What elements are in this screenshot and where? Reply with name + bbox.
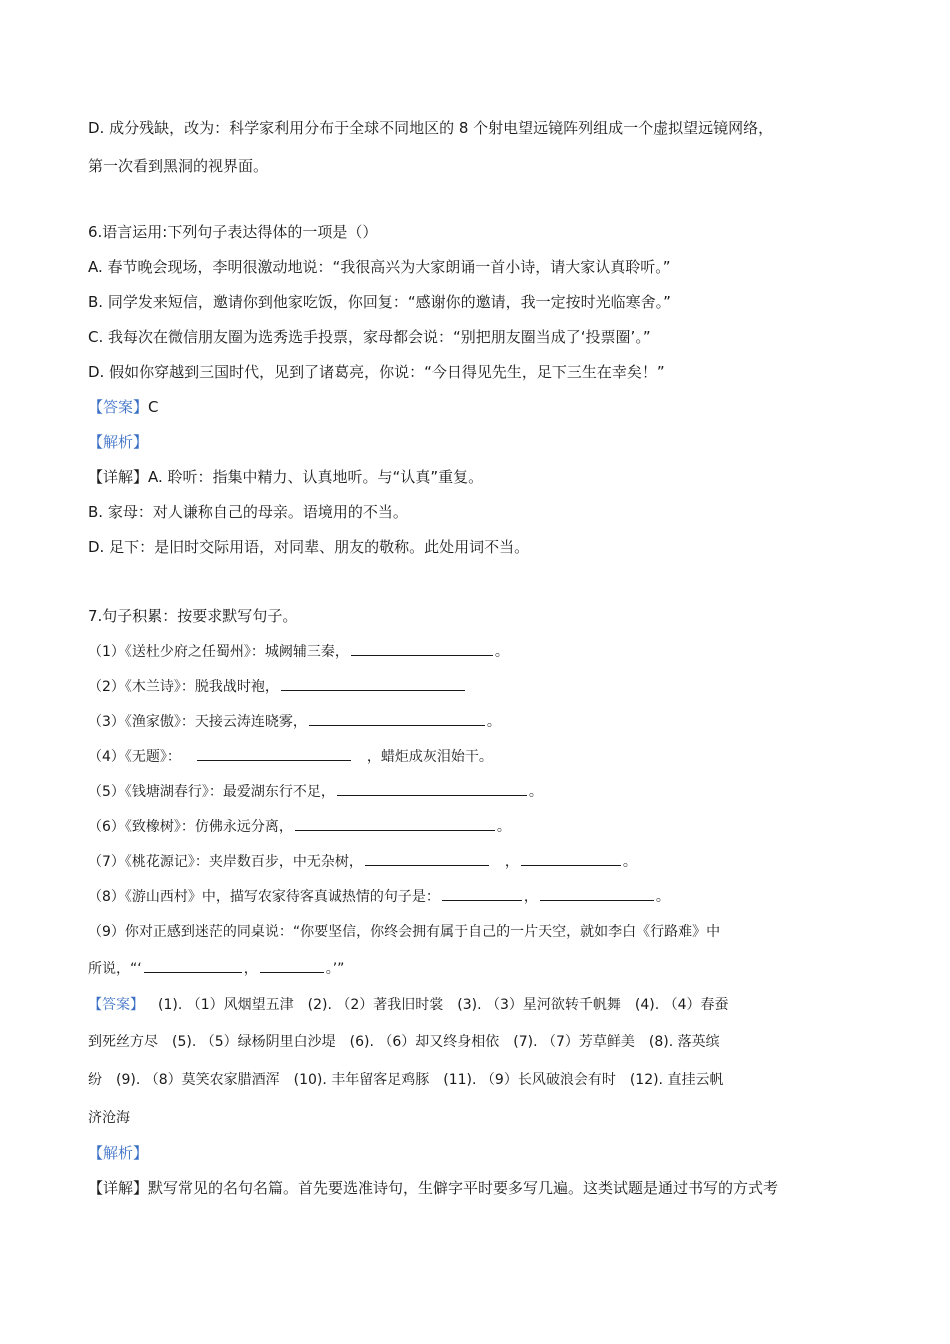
q7-item-9-line2 <box>88 958 878 980</box>
detail-tag: 【详解】 <box>88 468 149 486</box>
q7-detail-text: 默写常见的名句名篇。首先要选准诗句，生僻字平时要多写几遍。这类试题是通过书写的方式考 <box>148 1179 779 1197</box>
q6-detail-text: A. 聆听：指集中精力、认真地听。与“认真”重复。 <box>148 468 484 486</box>
q7-item-9-line1: （9）你对正感到迷茫的同桌说：“你要坚信，你终会拥有属于自己的一片天空，就如李白《行路难》中 <box>88 924 721 940</box>
answer-blank <box>442 886 522 901</box>
answer-blank <box>337 781 527 796</box>
q7-item-6-end: 。 <box>496 819 511 835</box>
q7-answer-line2: 到死丝方尽 (5). （5）绿杨阴里白沙堤 (6). （6）却又终身相依 (7). （7）芳草鲜美 (8). 落英缤 <box>88 1034 720 1050</box>
q7-item-2 <box>88 676 878 698</box>
q7-stem: 7.句子积累：按要求默写句子。 <box>88 607 298 625</box>
q7-item-3-text: （3）《渔家傲》：天接云涛连晓雾， <box>88 714 307 730</box>
q7-answer-line3: 纷 (9). （8）莫笑农家腊酒浑 (10). 丰年留客足鸡豚 (11). （9）长风破浪会有时 (12). 直挂云帆 <box>88 1072 724 1088</box>
q5-option-d-line2: 第一次看到黑洞的视界面。 <box>88 157 269 175</box>
q6-answer-value: C <box>148 398 159 416</box>
q7-item-8-text: （8）《游山西村》中，描写农家待客真诚热情的句子是： <box>88 889 440 905</box>
q7-answer-line4: 济沧海 <box>88 1110 130 1126</box>
q6-option-b: B. 同学发来短信，邀请你到他家吃饭，你回复：“感谢你的邀请，我一定按时光临寒舍。” <box>88 293 671 311</box>
answer-blank <box>260 958 324 973</box>
q7-item-8 <box>88 886 878 908</box>
answer-blank <box>295 816 495 831</box>
q7-item-5-text: （5）《钱塘湖春行》：最爱湖东行不足， <box>88 784 335 800</box>
q7-item-9-end: 。’” <box>325 961 345 977</box>
q7-item-7-text: （7）《桃花源记》：夹岸数百步，中无杂树， <box>88 854 363 870</box>
q7-item-1-text: （1）《送杜少府之任蜀州》：城阙辅三秦， <box>88 644 349 660</box>
detail-tag: 【详解】 <box>88 1179 149 1197</box>
q7-detail <box>88 1177 878 1199</box>
q6-detail-d: D. 足下：是旧时交际用语，对同辈、朋友的敬称。此处用词不当。 <box>88 538 530 556</box>
q7-answer-line1 <box>88 994 878 1016</box>
analysis-tag: 【解析】 <box>88 1144 149 1162</box>
q6-detail-b: B. 家母：对人谦称自己的母亲。语境用的不当。 <box>88 503 408 521</box>
answer-blank <box>309 711 485 726</box>
answer-tag: 【答案】 <box>88 997 144 1013</box>
q7-item-5 <box>88 781 878 803</box>
q7-item-8-end: 。 <box>655 889 670 905</box>
answer-blank <box>197 746 351 761</box>
answer-blank <box>281 676 465 691</box>
q7-item-7 <box>88 851 878 873</box>
q7-item-2-text: （2）《木兰诗》：脱我战时袍， <box>88 679 279 695</box>
q6-option-d: D. 假如你穿越到三国时代，见到了诸葛亮，你说：“今日得见先生，足下三生在幸矣！” <box>88 363 665 381</box>
q7-analysis <box>88 1142 878 1164</box>
q5-option-d-line1: D. 成分残缺，改为：科学家利用分布于全球不同地区的 8 个射电望远镜阵列组成一个虚拟望远镜网络， <box>88 119 774 137</box>
q6-analysis <box>88 431 878 453</box>
answer-tag: 【答案】 <box>88 398 149 416</box>
answer-blank <box>365 851 489 866</box>
answer-blank <box>521 851 621 866</box>
q7-item-6-text: （6）《致橡树》：仿佛永远分离， <box>88 819 293 835</box>
q7-item-1 <box>88 641 878 663</box>
q7-item-7-end: 。 <box>622 854 637 870</box>
q6-option-c: C. 我每次在微信朋友圈为选秀选手投票，家母都会说：“别把朋友圈当成了‘投票圈’。” <box>88 328 651 346</box>
answer-blank <box>351 641 493 656</box>
q6-option-a: A. 春节晚会现场，李明很激动地说：“我很高兴为大家朗诵一首小诗，请大家认真聆听。” <box>88 258 671 276</box>
q7-item-4-text: （4）《无题》： <box>88 749 181 765</box>
q7-item-3 <box>88 711 878 733</box>
q7-item-9-sep: ， <box>243 961 258 977</box>
q7-item-5-end: 。 <box>528 784 543 800</box>
q7-item-7-sep: ， <box>504 854 519 870</box>
analysis-tag: 【解析】 <box>88 433 149 451</box>
q7-item-9-text: 所说，“‘ <box>88 961 142 977</box>
q6-detail <box>88 466 878 488</box>
q7-item-3-end: 。 <box>486 714 501 730</box>
q7-item-1-end: 。 <box>494 644 509 660</box>
q7-answer-text: (1). （1）风烟望五津 (2). （2）著我旧时裳 (3). （3）星河欲转千帆舞 (4). （4）春蚕 <box>158 997 729 1013</box>
q7-item-4 <box>88 746 878 768</box>
answer-blank <box>144 958 242 973</box>
q7-item-6 <box>88 816 878 838</box>
q6-answer <box>88 396 878 418</box>
q6-stem: 6.语言运用:下列句子表达得体的一项是（） <box>88 223 378 241</box>
answer-blank <box>540 886 654 901</box>
q7-item-4-end: ，蜡炬成灰泪始干。 <box>366 749 493 765</box>
q7-item-8-sep: ， <box>523 889 538 905</box>
